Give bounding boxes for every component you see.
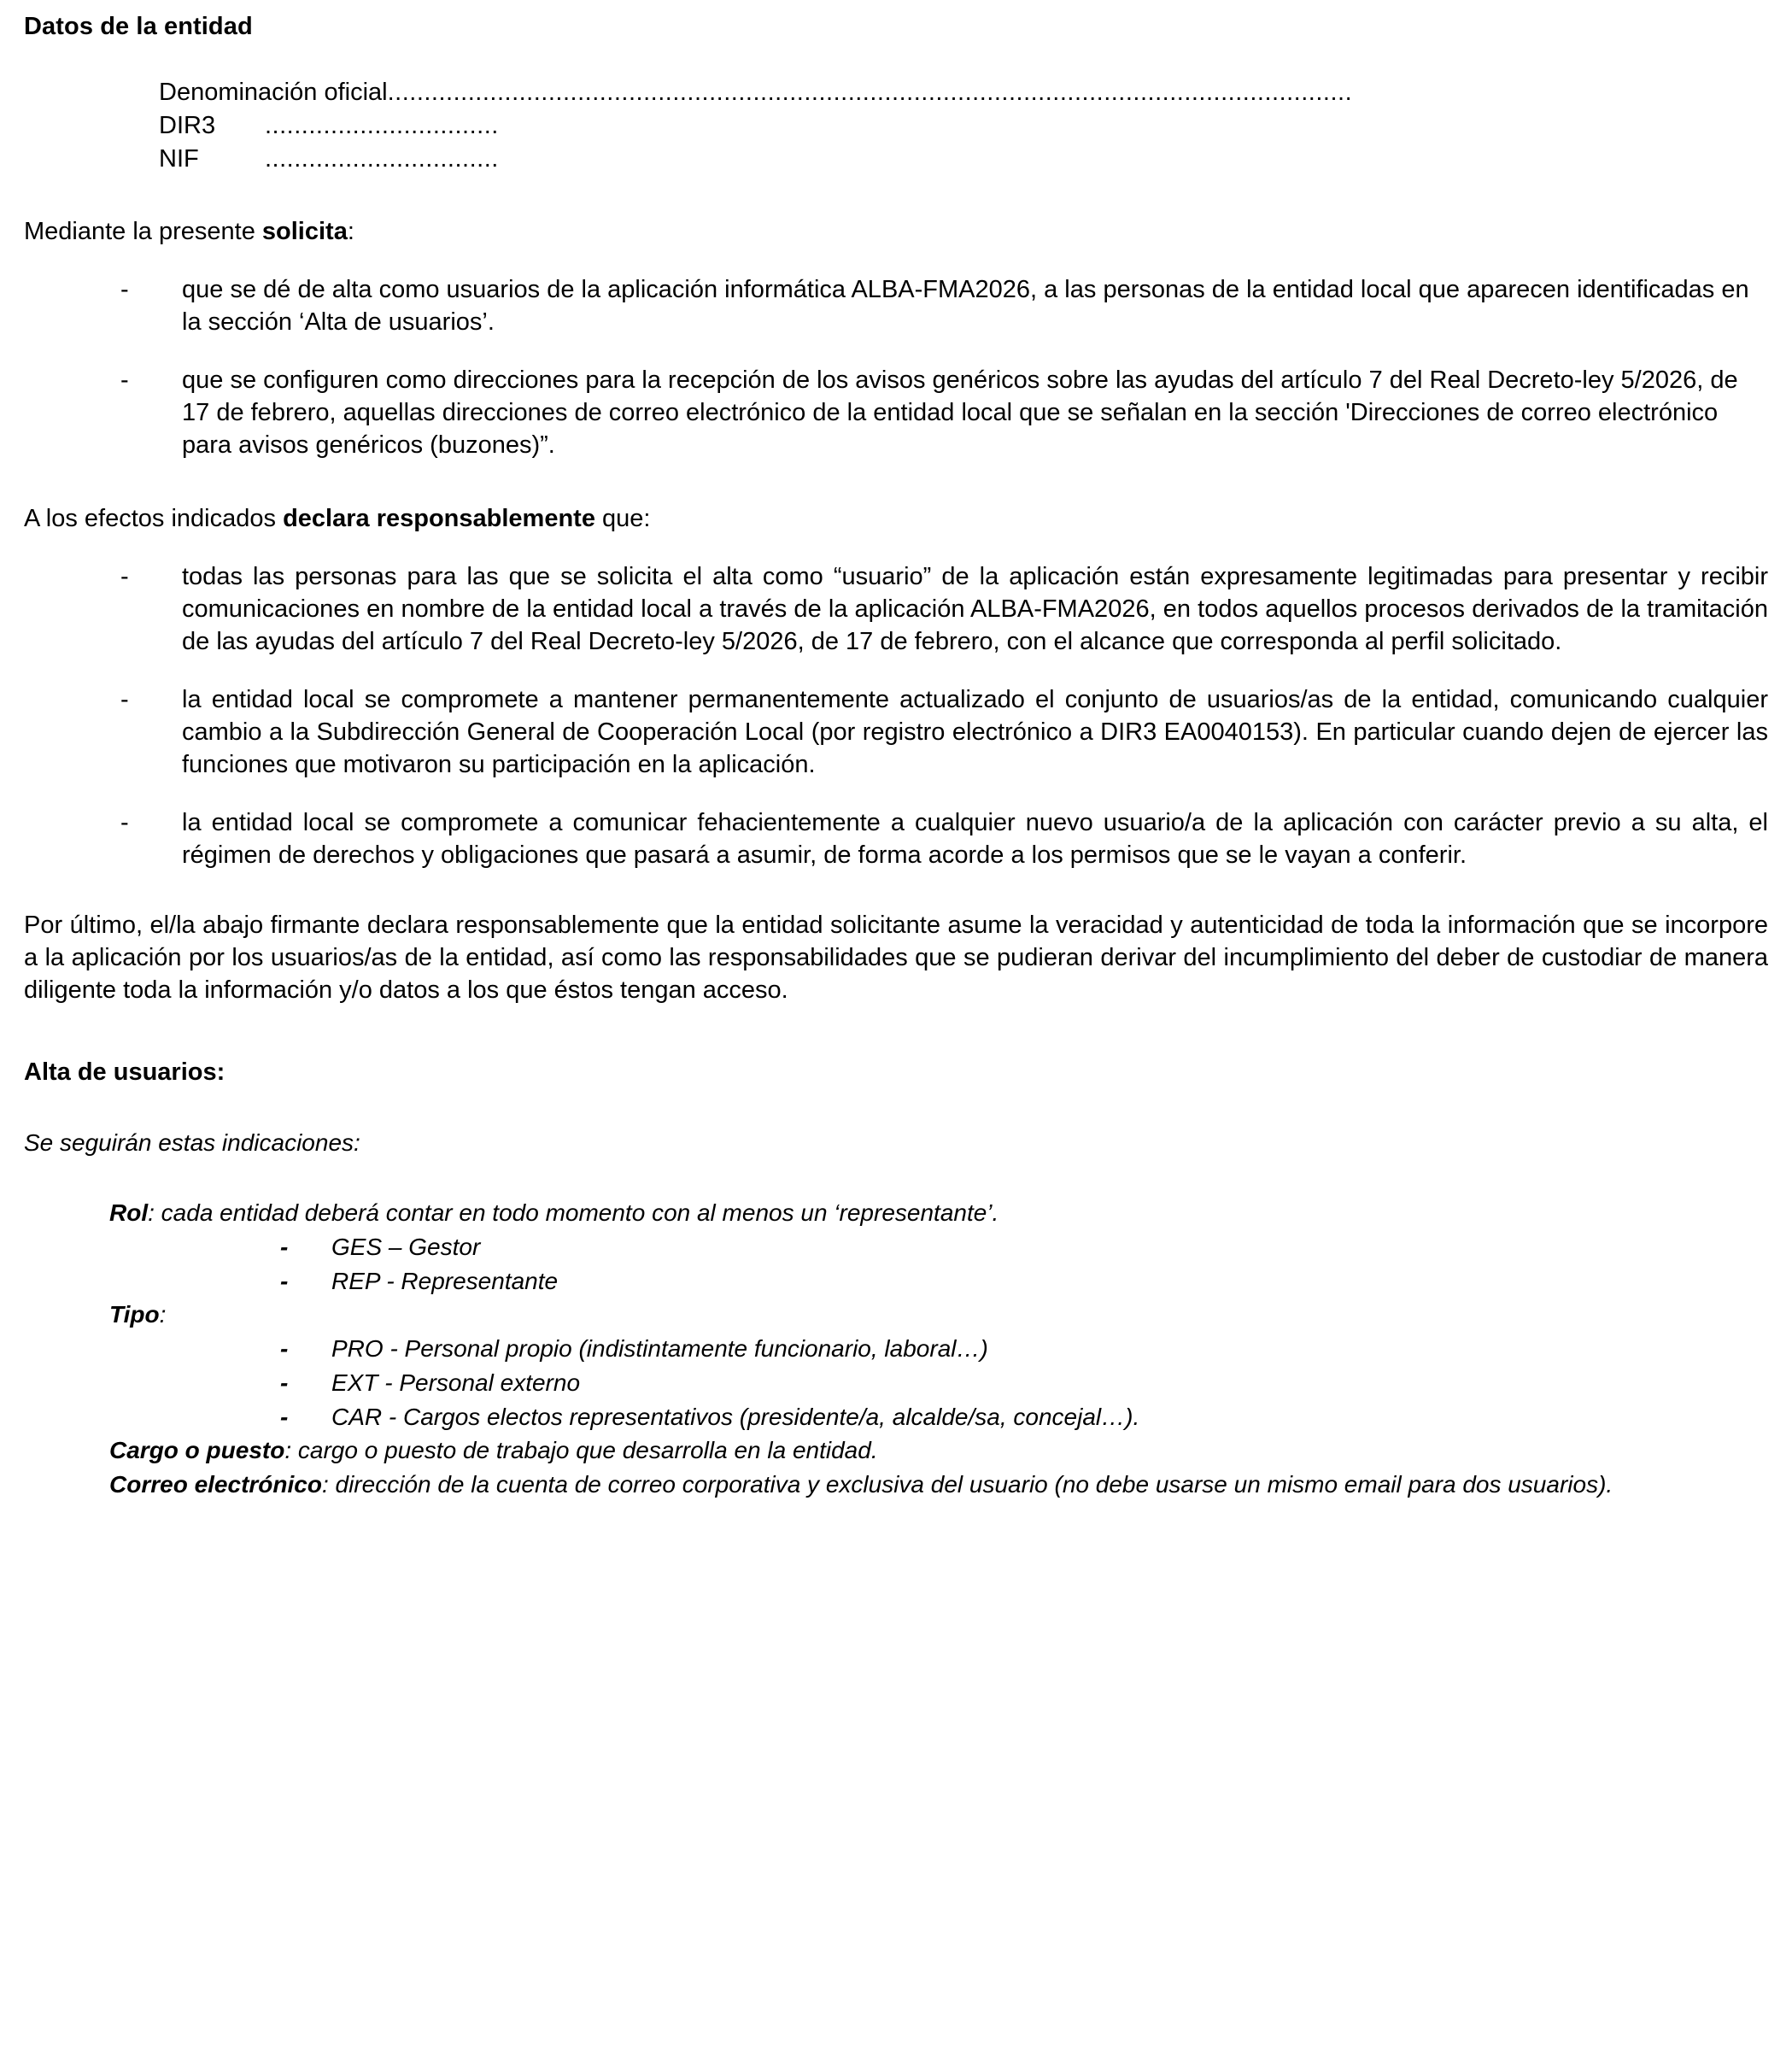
dash-marker-icon: - [120,276,129,304]
tipo-option-label: CAR - Cargos electos representativos (presidente/a, alcalde/sa, concejal…). [331,1403,1140,1430]
request-bullet-text: que se dé de alta como usuarios de la aplicación informática ALBA-FMA2026, a las personas de la entidad local que aparecen identificadas en la sección ‘Alta de usuarios’. [182,276,1749,337]
entity-field-row [159,109,1768,143]
entity-field-row [159,143,1768,176]
guide-correo-line [109,1468,1768,1502]
guide-rol-line [109,1196,1768,1230]
declaration-bullet-text: la entidad local se compromete a mantener permanentemente actualizado el conjunto de usuarios/as de la entidad, comunicando cualquier cambio a la Subdirección General de Cooperación Local (por registro electrónico a DIR3 EA0040153). En particular cuando dejen de ejercer las funciones que motivaron su participación en la aplicación. [182,685,1768,778]
guide-correo-term: Correo electrónico [109,1471,322,1498]
users-guidance-block [24,1196,1768,1502]
entity-section-heading: Datos de la entidad [24,13,253,40]
guide-tipo-line [109,1298,1768,1332]
request-intro-bold: solicita [261,218,348,246]
guide-tipo-description: : [159,1301,167,1328]
declaration-bullet-list [24,561,1768,872]
guide-cargo-description: : cargo o puesto de trabajo que desarrolla en la entidad. [284,1437,878,1464]
sub-dash-marker-icon: - [280,1233,289,1260]
entity-field-dots-denominacion: .................................................................................................................................... [387,79,1353,107]
request-bullet-item [24,274,1768,339]
dash-marker-icon: - [120,562,129,590]
dash-marker-icon: - [120,366,129,395]
declaration-intro-bold: declara responsablemente [283,504,595,532]
rol-option-item [24,1264,1768,1299]
sub-dash-marker-icon: - [280,1267,289,1294]
entity-fields [159,76,1768,175]
tipo-options-list [24,1332,1768,1433]
request-intro-suffix: : [347,218,354,246]
entity-field-label-dir3: DIR3 [159,111,216,139]
guide-rol-term: Rol [109,1199,149,1227]
users-section-intro: Se seguirán estas indicaciones: [24,1129,360,1156]
users-section-heading: Alta de usuarios: [24,1058,225,1086]
declaration-intro [24,503,1768,536]
tipo-option-item [24,1366,1768,1400]
guide-cargo-term: Cargo o puesto [109,1437,285,1464]
request-bullet-list [24,274,1768,462]
entity-field-dots-nif: ................................ [265,144,499,173]
entity-field-dots-dir3: ................................ [265,111,499,139]
tipo-option-item [24,1332,1768,1366]
guide-correo-description: : dirección de la cuenta de correo corporativa y exclusiva del usuario (no debe usarse un mismo email para dos usuarios). [321,1471,1613,1498]
closing-paragraph: Por último, el/la abajo firmante declara responsablemente que la entidad solicitante asume la veracidad y autenticidad de toda la información que se incorpore a la aplicación por los usuarios/as de la entidad, así como las responsabilidades que se pudieran derivar del incumplimiento del deber de custodiar de manera diligente toda la información y/o datos a los que éstos tengan acceso. [24,911,1768,1004]
request-intro [24,216,1768,249]
declaration-intro-prefix: A los efectos indicados [24,504,284,532]
tipo-option-item [24,1400,1768,1434]
rol-option-item [24,1230,1768,1264]
declaration-bullet-item [24,684,1768,782]
rol-options-list [24,1230,1768,1299]
sub-dash-marker-icon: - [280,1403,289,1430]
rol-option-label: REP - Representante [331,1267,559,1294]
declaration-intro-suffix: que: [594,504,651,532]
guide-cargo-line [109,1433,1768,1468]
entity-field-label-denominacion: Denominación oficial [159,79,388,107]
entity-field-label-nif: NIF [159,144,199,173]
request-bullet-text: que se configuren como direcciones para la recepción de los avisos genéricos sobre las ayudas del artículo 7 del Real Decreto-ley 5/2026, de 17 de febrero, aquellas direcciones de correo electrónico de la entidad local que se señalan en la sección 'Direcciones de correo electrónico para avisos genéricos (buzones)”. [182,366,1738,459]
guide-tipo-term: Tipo [109,1301,160,1328]
declaration-bullet-text: la entidad local se compromete a comunicar fehacientemente a cualquier nuevo usuario/a de la aplicación con carácter previo a su alta, el régimen de derechos y obligaciones que pasará a asumir, de forma acorde a los permisos que se le vayan a conferir. [182,808,1768,869]
dash-marker-icon: - [120,685,129,713]
guide-rol-description: : cada entidad deberá contar en todo momento con al menos un ‘representante’. [148,1199,999,1227]
dash-marker-icon: - [120,808,129,836]
declaration-bullet-text: todas las personas para las que se solicita el alta como “usuario” de la aplicación están expresamente legitimadas para presentar y recibir comunicaciones en nombre de la entidad local a través de la aplicación ALBA-FMA2026, en todos aquellos procesos derivados de la tramitación de las ayudas del artículo 7 del Real Decreto-ley 5/2026, de 17 de febrero, con el alcance que corresponda al perfil solicitado. [182,562,1768,655]
tipo-option-label: EXT - Personal externo [331,1369,581,1396]
rol-option-label: GES – Gestor [331,1233,481,1260]
request-intro-prefix: Mediante la presente [24,218,262,246]
declaration-bullet-item [24,561,1768,659]
sub-dash-marker-icon: - [280,1369,289,1396]
entity-field-row [159,76,1768,109]
request-bullet-item [24,365,1768,462]
declaration-bullet-item [24,807,1768,872]
tipo-option-label: PRO - Personal propio (indistintamente funcionario, laboral…) [331,1335,988,1363]
sub-dash-marker-icon: - [280,1335,289,1363]
